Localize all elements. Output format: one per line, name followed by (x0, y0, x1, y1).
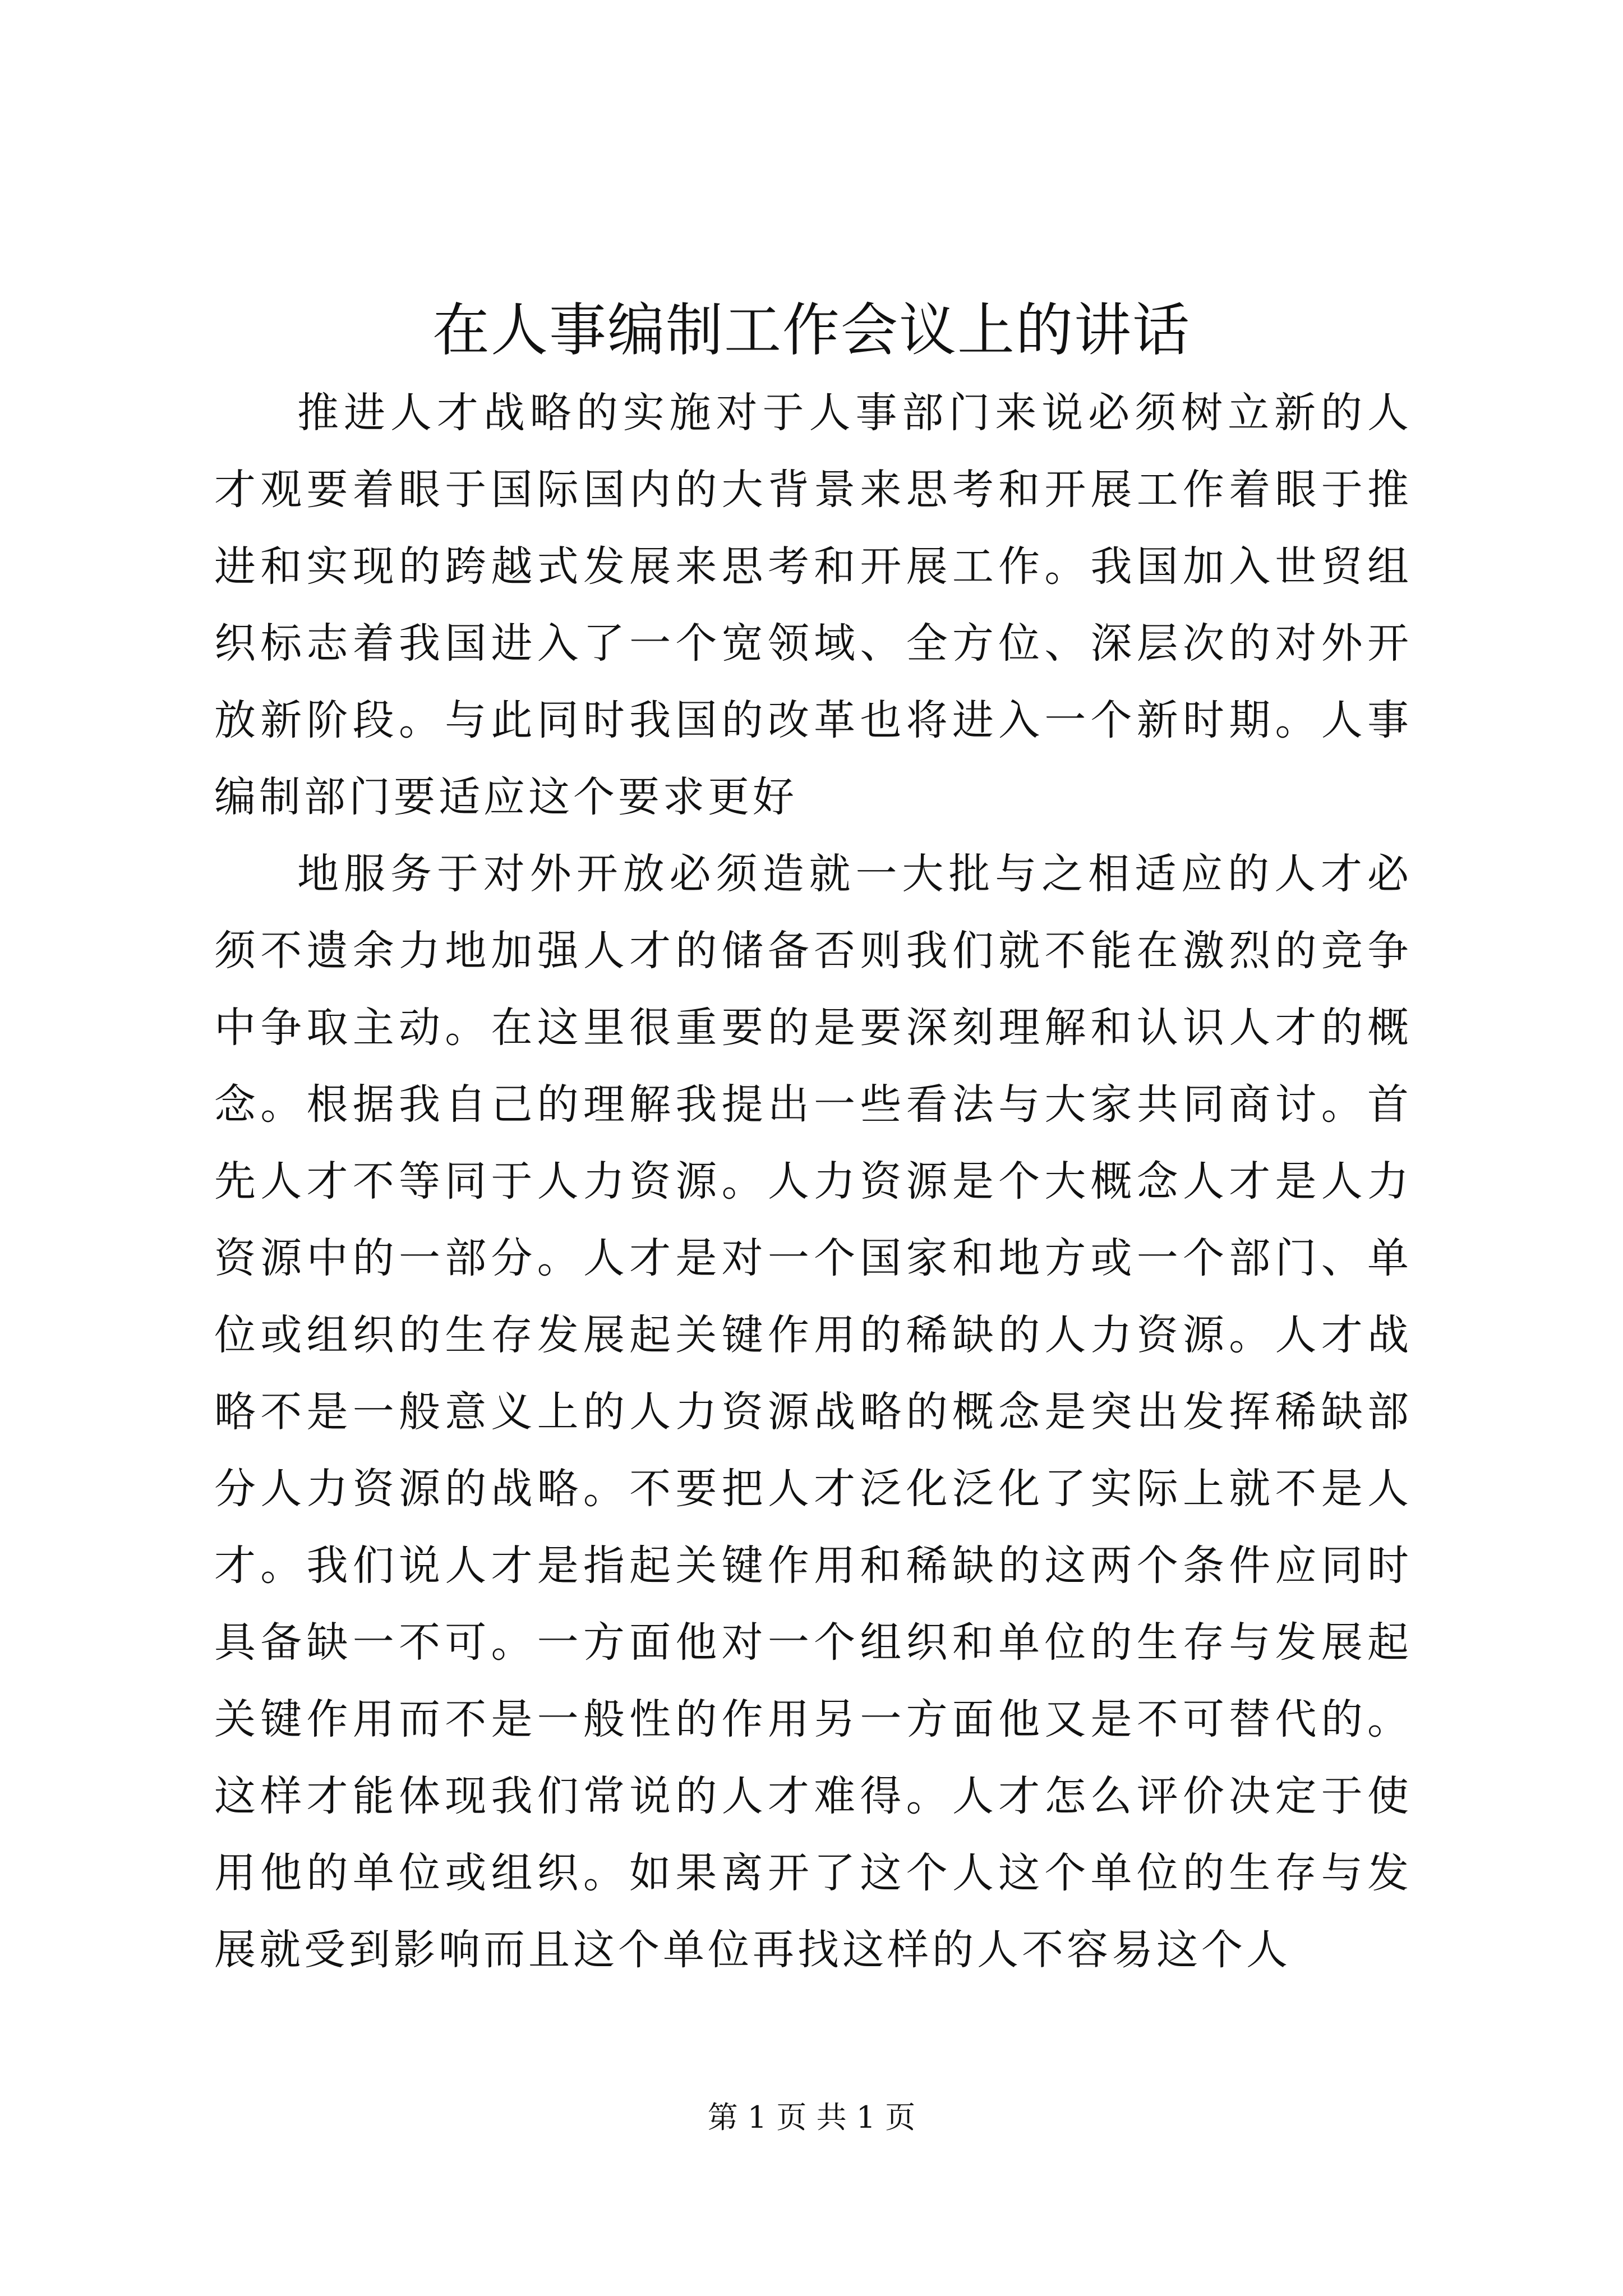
document-title: 在人事编制工作会议上的讲话 (432, 297, 1191, 364)
paragraph-2: 地服务于对外开放必须造就一大批与之相适应的人才必须不遗余力地加强人才的储备否则我们就不能在激烈的竞争中争取主动。在这里很重要的是要深刻理解和认识人才的概念。根据我自己的理解我提出一些看法与大家共同商讨。首先人才不等同于人力资源。人力资源是个大概念人才是人力资源中的一部分。人才是对一个国家和地方或一个部门、单位或组织的生存发展起关键作用的稀缺的人力资源。人才战略不是一般意义上的人力资源战略的概念是突出发挥稀缺部分人力资源的战略。不要把人才泛化泛化了实际上就不是人才。我们说人才是指起关键作用和稀缺的这两个条件应同时具备缺一不可。一方面他对一个组织和单位的生存与发展起关键作用而不是一般性的作用另一方面他又是不可替代的。这样才能体现我们常说的人才难得。人才怎么评价决定于使用他的单位或组织。如果离开了这个人这个单位的生存与发展就受到影响而且这个单位再找这样的人不容易这个人 (214, 850, 1412, 1974)
paragraph-1: 推进人才战略的实施对于人事部门来说必须树立新的人才观要着眼于国际国内的大背景来思考和开展工作着眼于推进和实现的跨越式发展来思考和开展工作。我国加入世贸组织标志着我国进入了一个宽领域、全方位、深层次的对外开放新阶段。与此同时我国的改革也将进入一个新时期。人事编制部门要适应这个要求更好 (214, 389, 1412, 821)
document-body (214, 375, 1412, 1989)
page-number-footer: 第 1 页 共 1 页 (707, 2100, 916, 2135)
